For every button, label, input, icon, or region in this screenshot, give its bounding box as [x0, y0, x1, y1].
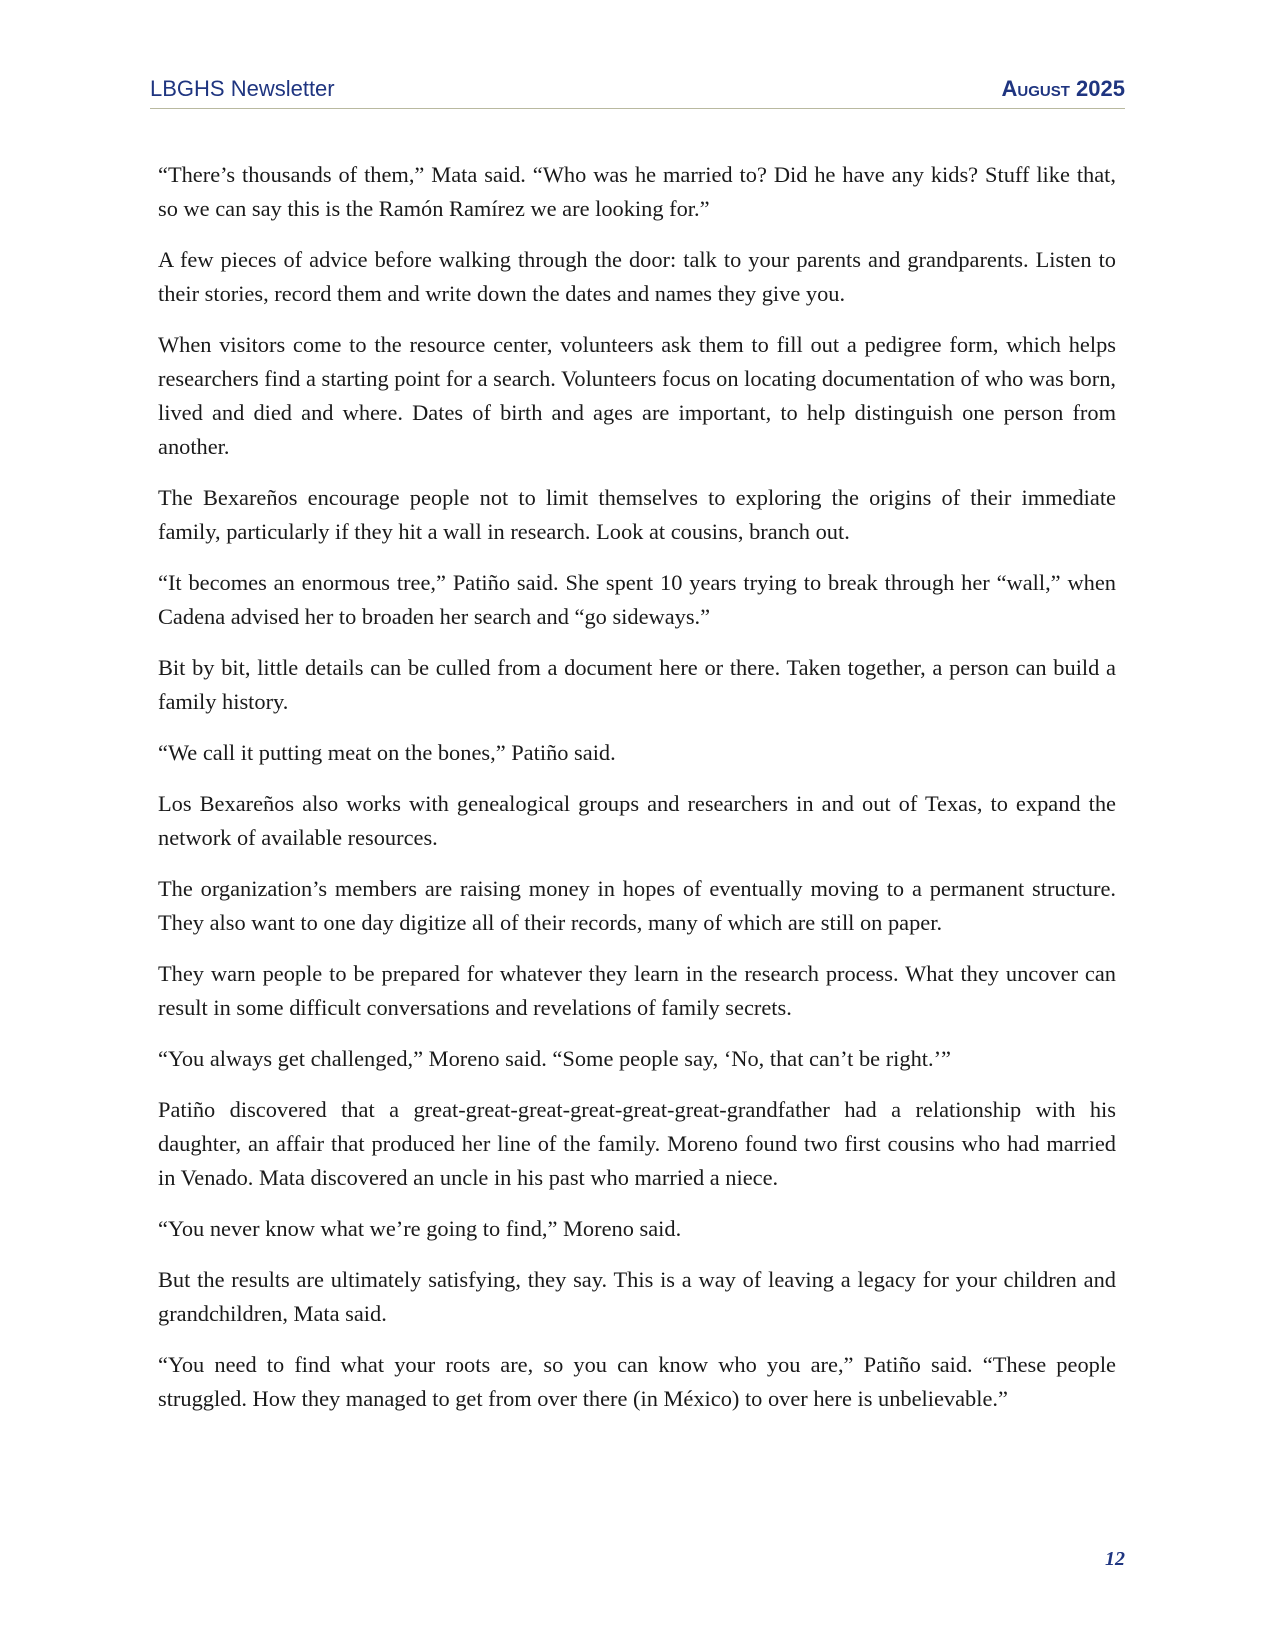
paragraph: The organization’s members are raising money in hopes of eventually moving to a permanent structure. They also want to one day digitize all of their records, many of which are still on paper.: [158, 876, 1116, 935]
paragraph: Patiño discovered that a great-great-great-great-great-great-grandfather had a relationship with his daughter, an affair that produced her line of the family. Moreno found two first cousins who had married in Venado. Mata discovered an uncle in his past who married a niece.: [158, 1097, 1116, 1190]
paragraph: They warn people to be prepared for whatever they learn in the research process. What they uncover can result in some difficult conversations and revelations of family secrets.: [158, 961, 1116, 1020]
page-header: [150, 76, 1125, 109]
paragraph: “There’s thousands of them,” Mata said. “Who was he married to? Did he have any kids? Stuff like that, so we can say this is the Ramón Ramírez we are looking for.”: [158, 162, 1116, 221]
paragraph: When visitors come to the resource center, volunteers ask them to fill out a pedigree form, which helps researchers find a starting point for a search. Volunteers focus on locating documentation of who was born, lived and died and where. Dates of birth and ages are important, to help distinguish one person from another.: [158, 332, 1116, 459]
paragraph: “We call it putting meat on the bones,” Patiño said.: [158, 740, 616, 765]
paragraph: The Bexareños encourage people not to limit themselves to exploring the origins of their immediate family, particularly if they hit a wall in research. Look at cousins, branch out.: [158, 485, 1116, 544]
paragraph: “You need to find what your roots are, so you can know who you are,” Patiño said. “These people struggled. How they managed to get from over there (in México) to over here is unbelievable.”: [158, 1352, 1116, 1411]
newsletter-title: LBGHS Newsletter: [150, 76, 335, 101]
article-body: [158, 158, 1116, 1433]
paragraph: A few pieces of advice before walking through the door: talk to your parents and grandparents. Listen to their stories, record them and write down the dates and names they give you.: [158, 247, 1116, 306]
paragraph: But the results are ultimately satisfying, they say. This is a way of leaving a legacy for your children and grandchildren, Mata said.: [158, 1267, 1116, 1326]
paragraph: “It becomes an enormous tree,” Patiño said. She spent 10 years trying to break through her “wall,” when Cadena advised her to broaden her search and “go sideways.”: [158, 570, 1116, 629]
paragraph: Los Bexareños also works with genealogical groups and researchers in and out of Texas, to expand the network of available resources.: [158, 791, 1116, 850]
paragraph: “You always get challenged,” Moreno said. “Some people say, ‘No, that can’t be right.’”: [158, 1046, 951, 1071]
paragraph: Bit by bit, little details can be culled from a document here or there. Taken together, a person can build a family history.: [158, 655, 1116, 714]
issue-date: August 2025: [1001, 76, 1125, 101]
page-number: 12: [1105, 1548, 1125, 1570]
paragraph: “You never know what we’re going to find,” Moreno said.: [158, 1216, 682, 1241]
